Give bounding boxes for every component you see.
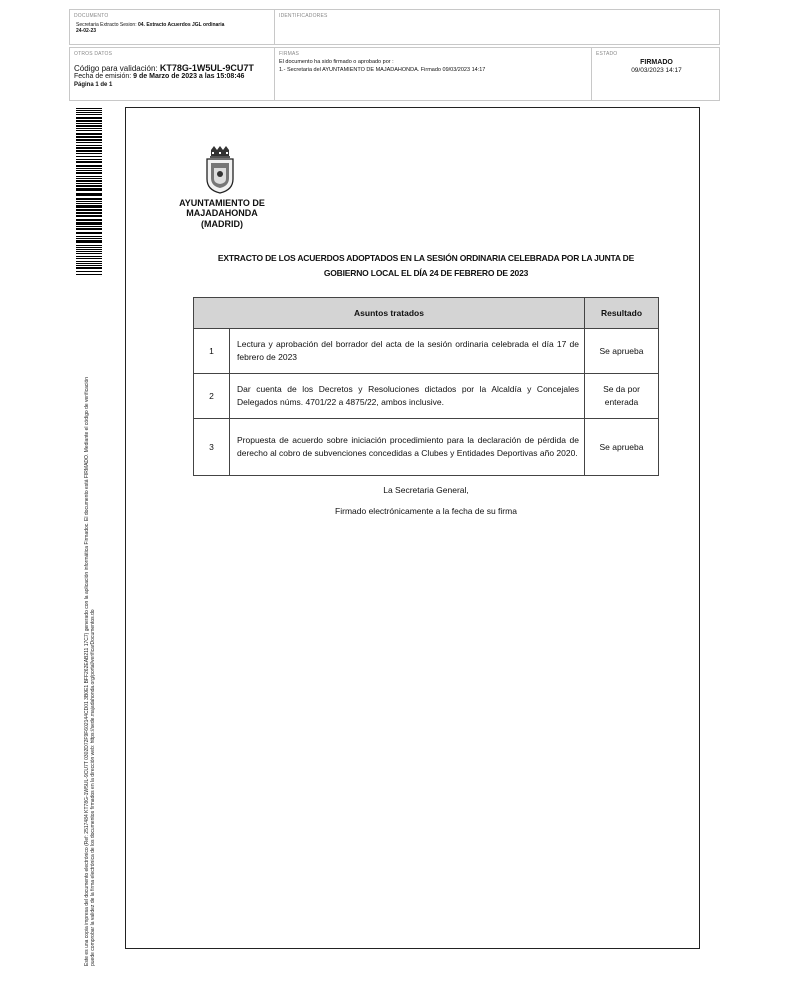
documento-label: DOCUMENTO xyxy=(74,13,109,19)
row-asunto: Propuesta de acuerdo sobre iniciación procedimiento para la declaración de pérdida de derecho al cobro de subvenciones concedidas a Clubes y Entidades Deportivas año 2020. xyxy=(230,419,585,476)
emission-date-line xyxy=(74,73,244,80)
firmas-line1: El documento ha sido firmado o aprobado por : xyxy=(279,59,394,65)
header-asuntos: Asuntos tratados xyxy=(194,298,585,329)
barcode-image xyxy=(76,108,102,275)
firmas-label: FIRMAS xyxy=(279,51,300,57)
entity-name-line1: AYUNTAMIENTO DE xyxy=(179,198,265,208)
row-asunto: Dar cuenta de los Decretos y Resoluciones dictados por la Alcaldía y Concejales Delegados núms. 4701/22 a 4875/22, ambos inclusive. xyxy=(230,374,585,419)
documento-box xyxy=(69,9,275,45)
document-title-line2: GOBIERNO LOCAL EL DÍA 24 DE FEBRERO DE 2023 xyxy=(323,268,529,278)
header-resultado: Resultado xyxy=(585,298,659,329)
document-name-prefix: Secretaria Extracto Sesion: xyxy=(76,22,138,28)
row-number: 3 xyxy=(194,419,230,476)
document-name-bold: 04. Extracto Acuerdos JGL ordinaria xyxy=(137,22,225,28)
verification-text-line2: puede comprobar la validez de la firma electrónica de los documentos firmados en la dirección web: https://sede.majadahonda.org/portal/verificarDocumentos.do xyxy=(90,609,96,966)
agreements-table xyxy=(193,297,659,476)
validation-code-prefix: Código para validación: xyxy=(74,64,160,73)
estado-label: ESTADO xyxy=(596,51,618,57)
estado-box xyxy=(591,47,720,101)
otros-datos-label: OTROS DATOS xyxy=(74,51,113,57)
table-row xyxy=(194,374,659,419)
row-number: 2 xyxy=(194,374,230,419)
identificadores-label: IDENTIFICADORES xyxy=(279,13,328,19)
table-header-row xyxy=(194,298,659,329)
firmas-line2: 1.- Secretaria del AYUNTAMIENTO DE MAJADAHONDA. Firmado 09/03/2023 14:17 xyxy=(279,67,486,73)
row-resultado: Se aprueba xyxy=(585,419,659,476)
emission-date-prefix: Fecha de emisión: xyxy=(74,73,134,80)
row-asunto: Lectura y aprobación del borrador del acta de la sesión ordinaria celebrada el día 17 de febrero de 2023 xyxy=(230,329,585,374)
page-count: Página 1 de 1 xyxy=(74,82,113,88)
validation-code: KT78G-1W5UL-9CU7T xyxy=(159,63,254,73)
estado-value: FIRMADO xyxy=(640,59,673,66)
signature-note: Firmado electrónicamente a la fecha de su firma xyxy=(335,506,517,516)
estado-date: 09/03/2023 14:17 xyxy=(631,67,682,74)
document-title-line1: EXTRACTO DE LOS ACUERDOS ADOPTADOS EN LA SESIÓN ORDINARIA CELEBRADA POR LA JUNTA DE xyxy=(217,253,635,263)
document-name xyxy=(76,22,246,34)
table-row xyxy=(194,329,659,374)
entity-name-line2: MAJADAHONDA xyxy=(186,208,258,218)
emission-date: 9 de Marzo de 2023 a las 15:08:46 xyxy=(133,73,245,80)
table-row xyxy=(194,419,659,476)
validation-code-line xyxy=(74,63,254,73)
document-frame xyxy=(125,107,700,949)
signature-title: La Secretaria General, xyxy=(383,485,469,495)
row-resultado: Se da por enterada xyxy=(585,374,659,419)
identificadores-box xyxy=(274,9,720,45)
entity-name-line3: (MADRID) xyxy=(201,219,243,229)
row-resultado: Se aprueba xyxy=(585,329,659,374)
firmas-box xyxy=(274,47,592,101)
row-number: 1 xyxy=(194,329,230,374)
verification-text-line1: Este es una copia impresa del documento electrónico (Ref: 2517484 KT78G-1W5UL-9CU7T 0302D72F9F602144CD01 3B0E1 BFF262EAB211 17C7) generado con la aplicación informática Firmadoc. El documento está FIRMADO. Mediante el código de verificación xyxy=(84,376,90,966)
otros-datos-box xyxy=(69,47,275,101)
document-name-line2: 24-02-23 xyxy=(76,28,97,34)
coat-of-arms-icon xyxy=(205,146,235,194)
